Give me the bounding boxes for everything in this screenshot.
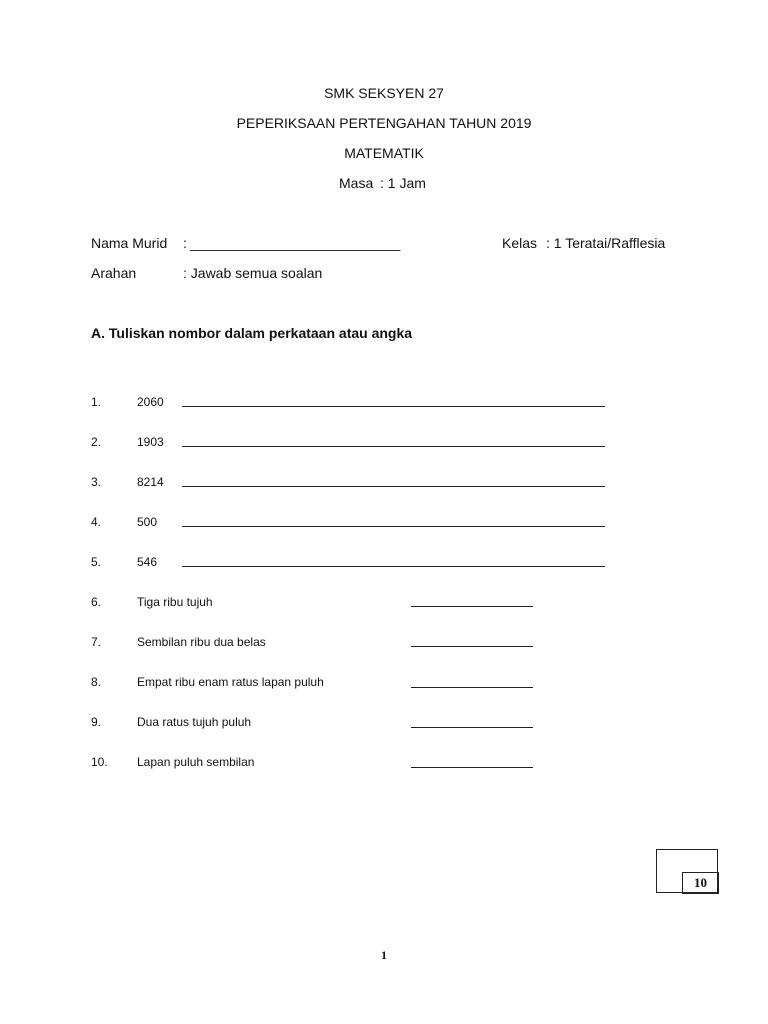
name-colon: : — [183, 235, 187, 251]
question-text: 546 — [137, 555, 158, 569]
subject-title: MATEMATIK — [344, 145, 424, 161]
answer-line[interactable] — [182, 446, 605, 447]
question-number: 2. — [91, 435, 102, 449]
answer-line[interactable] — [182, 566, 605, 567]
answer-line[interactable] — [182, 526, 605, 527]
instruction-value: : Jawab semua soalan — [183, 265, 323, 281]
answer-line[interactable] — [411, 687, 533, 688]
answer-line[interactable] — [411, 767, 533, 768]
question-text: Lapan puluh sembilan — [137, 755, 255, 769]
question-text: 1903 — [137, 435, 164, 449]
question-number: 1. — [91, 395, 102, 409]
section-title: A. Tuliskan nombor dalam perkataan atau angka — [91, 325, 413, 341]
answer-line[interactable] — [411, 727, 533, 728]
answer-line[interactable] — [182, 486, 605, 487]
question-text: 500 — [137, 515, 158, 529]
question-text: 2060 — [137, 395, 164, 409]
question-text: Dua ratus tujuh puluh — [137, 715, 252, 729]
question-number: 8. — [91, 675, 102, 689]
school-name: SMK SEKSYEN 27 — [324, 85, 444, 101]
question-number: 9. — [91, 715, 102, 729]
exam-title: PEPERIKSAAN PERTENGAHAN TAHUN 2019 — [236, 115, 532, 131]
time-label: Masa — [339, 175, 374, 191]
name-label: Nama Murid — [91, 235, 168, 251]
class-value: : 1 Teratai/Rafflesia — [546, 235, 666, 251]
question-number: 7. — [91, 635, 102, 649]
question-text: Tiga ribu tujuh — [137, 595, 213, 609]
answer-line[interactable] — [182, 406, 605, 407]
question-number: 4. — [91, 515, 102, 529]
answer-line[interactable] — [411, 646, 533, 647]
question-text: Empat ribu enam ratus lapan puluh — [137, 675, 324, 689]
question-number: 10. — [91, 755, 108, 769]
answer-line[interactable] — [411, 606, 533, 607]
question-text: 8214 — [137, 475, 164, 489]
question-number: 6. — [91, 595, 102, 609]
question-number: 5. — [91, 555, 102, 569]
score-total: 10 — [682, 872, 719, 894]
page-number: 1 — [381, 948, 387, 962]
question-text: Sembilan ribu dua belas — [137, 635, 266, 649]
question-number: 3. — [91, 475, 102, 489]
class-label: Kelas — [502, 235, 538, 251]
time-value: : 1 Jam — [380, 175, 426, 191]
instruction-label: Arahan — [91, 265, 137, 281]
name-field[interactable]: ___________________________ — [190, 235, 401, 251]
